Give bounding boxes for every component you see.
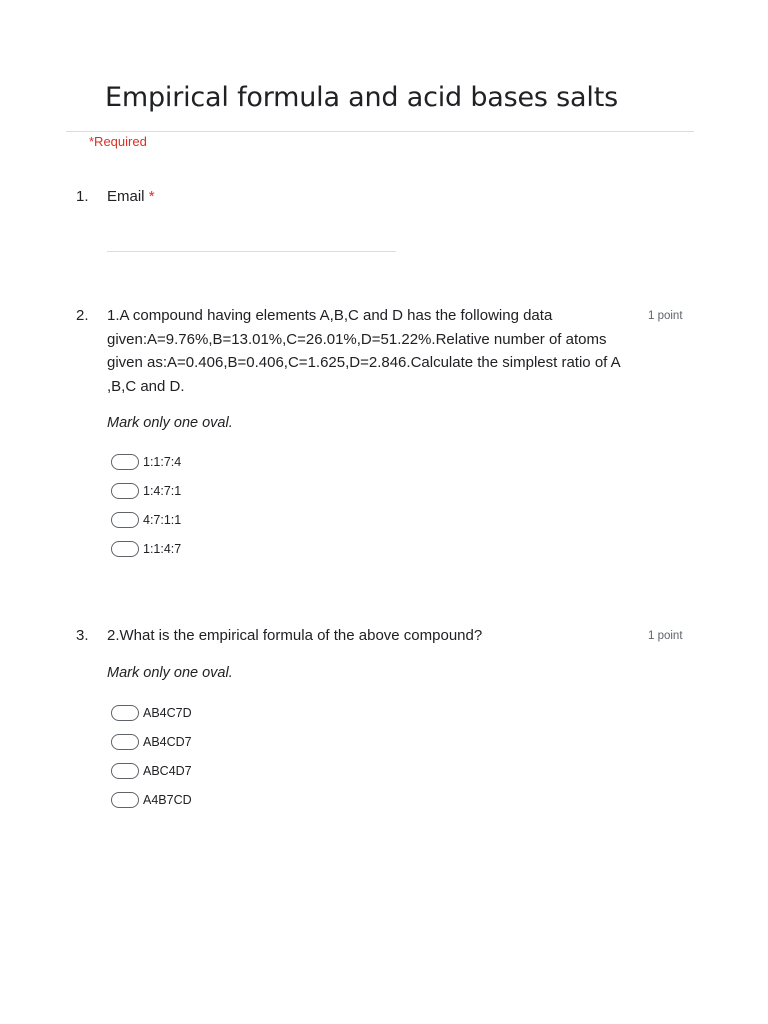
question-number: 1.: [76, 188, 89, 205]
option-label: 1:1:4:7: [143, 542, 182, 556]
radio-oval[interactable]: [111, 483, 139, 499]
radio-oval[interactable]: [111, 512, 139, 528]
option-radio[interactable]: [111, 539, 181, 559]
question-number: 3.: [76, 627, 89, 644]
question-text: [107, 185, 645, 209]
option-radio[interactable]: [111, 452, 181, 472]
question-text: 2.What is the empirical formula of the above compound?: [107, 627, 483, 644]
radio-oval[interactable]: [111, 454, 139, 470]
question-number: 2.: [76, 307, 89, 324]
question-label: Email: [107, 188, 145, 205]
radio-oval[interactable]: [111, 792, 139, 808]
question-text: 1.A compound having elements A,B,C and D has the following data given:A=9.76%,B=13.01%,C=26.01%,D=51.22%.Relative number of atoms given as:A=0.406,B=0.406,C=1.625,D=2.846.Calculate the simplest ratio of A ,B,C and D.: [107, 307, 620, 395]
option-radio[interactable]: [111, 510, 181, 530]
option-label: 1:4:7:1: [143, 484, 182, 498]
question-instruction: Mark only one oval.: [107, 665, 233, 681]
option-radio[interactable]: [111, 790, 192, 810]
option-label: A4B7CD: [143, 793, 192, 807]
email-field[interactable]: [107, 251, 396, 252]
option-label: 4:7:1:1: [143, 513, 182, 527]
radio-oval[interactable]: [111, 541, 139, 557]
question-points: 1 point: [648, 630, 683, 642]
required-asterisk: *: [148, 188, 155, 205]
option-radio[interactable]: [111, 481, 181, 501]
radio-oval[interactable]: [111, 734, 139, 750]
radio-oval[interactable]: [111, 763, 139, 779]
option-radio[interactable]: [111, 761, 192, 781]
option-radio[interactable]: [111, 732, 192, 752]
question-points: 1 point: [648, 310, 683, 322]
question-instruction: Mark only one oval.: [107, 415, 233, 431]
radio-oval[interactable]: [111, 705, 139, 721]
option-label: 1:1:7:4: [143, 455, 182, 469]
option-label: ABC4D7: [143, 764, 192, 778]
option-label: AB4C7D: [143, 706, 192, 720]
form-title: Empirical formula and acid bases salts: [105, 82, 618, 113]
title-divider: [66, 131, 694, 132]
required-note: *Required: [89, 134, 147, 149]
option-label: AB4CD7: [143, 735, 192, 749]
option-radio[interactable]: [111, 703, 192, 723]
